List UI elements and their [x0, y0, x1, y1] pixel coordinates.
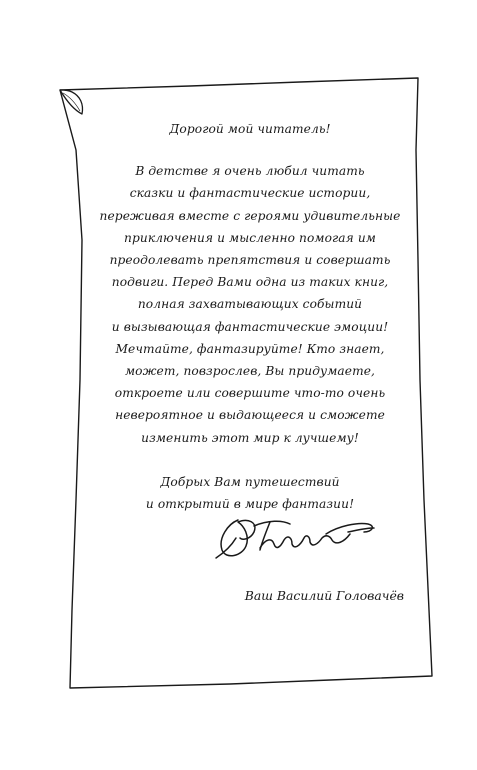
letter-line: полная захватывающих событий	[137, 297, 363, 312]
letter-paragraph-1	[86, 160, 414, 338]
handwritten-signature-icon	[208, 508, 382, 564]
letter-line: Добрых Вам путешествий	[160, 474, 340, 489]
letter-paragraph-2	[86, 338, 414, 449]
paragraph-spacer	[86, 449, 414, 471]
letter-body	[86, 118, 414, 515]
letter-line: Мечтайте, фантазируйте! Кто знает,	[115, 341, 385, 356]
letter-line: подвиги. Перед Вами одна из таких книг,	[111, 275, 389, 290]
letter-line: невероятное и выдающееся и сможете	[115, 408, 385, 423]
letter-line: сказки и фантастические истории,	[129, 186, 371, 201]
signature-name: Ваш Василий Головачёв	[244, 588, 404, 603]
letter-line: преодолевать препятствия и совершать	[109, 253, 391, 268]
letter-line: приключения и мысленно помогая им	[124, 230, 376, 245]
letter-greeting: Дорогой мой читатель!	[169, 122, 331, 136]
letter-line: откроете или совершите что-то очень	[114, 386, 386, 401]
letter-line: переживая вместе с героями удивительные	[99, 208, 401, 223]
letter-line: изменить этот мир к лучшему!	[141, 430, 359, 445]
letter-line: и вызывающая фантастические эмоции!	[111, 319, 389, 334]
letter-line: может, повзрослев, Вы придумаете,	[124, 364, 376, 379]
letter-line: и открытий в мире фантазии!	[145, 497, 355, 512]
letter-line: В детстве я очень любил читать	[135, 164, 365, 179]
